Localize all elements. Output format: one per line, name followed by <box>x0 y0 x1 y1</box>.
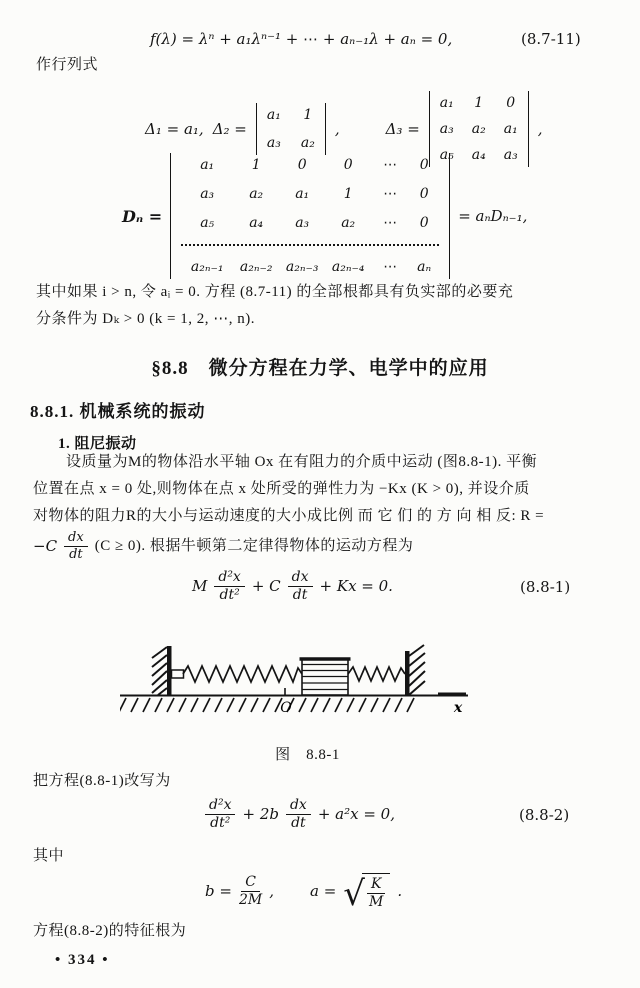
matrix-cell: 0 <box>343 157 353 173</box>
matrix-cell: 1 <box>343 186 353 202</box>
fraction-denominator: 2M <box>238 891 263 908</box>
paragraph-line: 位置在点 x = 0 处,则物体在点 x 处所受的弹性力为 −Kx (K > 0), 并设介质 <box>33 481 530 497</box>
right-wall-hatch <box>409 645 425 695</box>
matrix-cell: a₃ <box>295 215 310 231</box>
matrix-cell: a₂ₙ₋₃ <box>285 259 319 275</box>
x-axis-label: x <box>453 700 463 716</box>
delta3-lhs: Δ₃ = <box>385 120 420 138</box>
paragraph-line-with-fraction <box>33 528 413 564</box>
paragraph-line: 分条件为 Dₖ > 0 (k = 1, 2, ⋯, n). <box>36 311 255 327</box>
matrix-cell: 0 <box>297 157 307 173</box>
dn-rhs: = aₙDₙ₋₁, <box>458 207 528 225</box>
equation-7-11: f(λ) = λⁿ + a₁λⁿ⁻¹ + ⋯ + aₙ₋₁λ + aₙ = 0, <box>150 30 453 48</box>
make-determinant-line: 作行列式 <box>36 57 99 73</box>
math-term: M <box>192 577 208 595</box>
fraction <box>214 570 244 602</box>
matrix-cell: a₃ <box>200 186 215 202</box>
fraction <box>288 570 313 602</box>
list-item-heading: 1. 阻尼振动 <box>58 436 137 452</box>
matrix-cell: a₂ <box>249 186 264 202</box>
matrix-cell: a₂ₙ₋₄ <box>331 259 365 275</box>
inline-math: −C <box>33 537 58 555</box>
radicand <box>362 873 390 909</box>
inline-fraction <box>64 531 88 561</box>
matrix-cell: a₁ <box>266 107 281 123</box>
sqrt-expression <box>343 873 390 915</box>
fraction-numerator: dx <box>286 798 311 815</box>
matrix-cell: a₂ₙ₋₁ <box>190 259 224 275</box>
matrix-cell: a₂ <box>471 121 486 137</box>
matrix-cell: a₂ₙ₋₂ <box>239 259 273 275</box>
dn-determinant-row <box>122 155 527 277</box>
equation-8-8-1 <box>192 566 393 606</box>
fraction-numerator: K <box>367 877 385 894</box>
math-term: + a²x = 0, <box>317 805 395 823</box>
fraction-numerator: d²x <box>205 798 235 815</box>
matrix-cell: a₁ <box>503 121 518 137</box>
paragraph-line: 其中 <box>33 848 65 864</box>
spring-anchor-connector <box>172 670 184 678</box>
math-term: + Kx = 0. <box>319 577 393 595</box>
matrix-cell: a₁ <box>439 95 454 111</box>
determinant-ellipsis-row <box>181 244 439 246</box>
paragraph-line: 其中如果 i > n, 令 aᵢ = 0. 方程 (8.7-11) 的全部根都具有负实部的必要充 <box>36 284 514 300</box>
fraction <box>286 798 311 830</box>
matrix-cell: 0 <box>419 215 429 231</box>
right-spring <box>348 667 405 681</box>
radical-sign: √ <box>343 874 365 915</box>
math-term: . <box>397 882 403 900</box>
equation-label-7-11: (8.7-11) <box>521 30 581 48</box>
matrix-cell: 1 <box>474 95 484 111</box>
matrix-cell: ⋯ <box>383 215 398 231</box>
matrix-cell: ⋯ <box>383 186 398 202</box>
matrix-cell: a₃ <box>266 135 281 151</box>
fraction <box>367 877 385 909</box>
section-title: §8.8 微分方程在力学、电学中的应用 <box>151 358 489 379</box>
fraction-numerator: dx <box>64 531 88 547</box>
matrix-cell: aₙ <box>417 259 432 275</box>
paragraph-line: 设质量为M的物体沿水平轴 Ox 在有阻力的介质中运动 (图8.8-1). 平衡 <box>66 454 538 470</box>
section-subtitle: 8.8.1. 机械系统的振动 <box>30 402 206 421</box>
matrix-cell: a₂ <box>341 215 356 231</box>
matrix-cell: a₁ <box>200 157 215 173</box>
fraction-numerator: C <box>241 875 260 892</box>
math-term: b = <box>205 882 232 900</box>
delta2-determinant <box>256 103 326 155</box>
left-spring <box>183 666 302 682</box>
equation-label-8-8-2: (8.8-2) <box>519 806 570 824</box>
matrix-cell: ⋯ <box>383 259 398 275</box>
fraction-denominator: dt <box>292 586 308 603</box>
delta2-comma: , <box>334 120 340 138</box>
figure-caption: 图 8.8-1 <box>275 747 340 763</box>
matrix-cell: 0 <box>506 95 516 111</box>
math-term: a = <box>309 882 337 900</box>
matrix-cell: 1 <box>303 107 313 123</box>
math-term: + 2b <box>242 805 279 823</box>
right-wall-post <box>405 651 410 695</box>
matrix-cell: 1 <box>251 157 261 173</box>
paragraph-line: (C ≥ 0). 根据牛顿第二定律得物体的运动方程为 <box>94 537 414 554</box>
matrix-cell: a₅ <box>200 215 215 231</box>
fraction-denominator: dt² <box>219 586 240 603</box>
fraction <box>239 875 262 907</box>
fraction-denominator: dt <box>69 546 83 562</box>
dn-determinant <box>170 153 450 279</box>
matrix-cell: 0 <box>419 186 429 202</box>
figure-spring-mass-system <box>120 642 470 720</box>
fraction-numerator: d²x <box>214 570 244 587</box>
coefficient-definitions <box>205 868 402 914</box>
page-number: • 334 • <box>55 952 110 968</box>
equation-label-8-8-1: (8.8-1) <box>520 578 571 596</box>
origin-label: O <box>280 700 292 716</box>
delta1-expression: Δ₁ = a₁, <box>145 120 204 138</box>
matrix-cell: a₁ <box>295 186 310 202</box>
matrix-cell: ⋯ <box>383 157 398 173</box>
matrix-cell: 0 <box>419 157 429 173</box>
delta3-comma: , <box>537 120 543 138</box>
matrix-cell: a₂ <box>300 135 315 151</box>
paragraph-line: 对物体的阻力R的大小与运动速度的大小成比例 而 它 们 的 方 向 相 反: R = <box>33 508 545 524</box>
fraction-denominator: dt² <box>210 814 231 831</box>
matrix-cell: a₃ <box>439 121 454 137</box>
equation-8-8-2 <box>205 794 395 834</box>
matrix-cell: a₃ <box>503 147 518 163</box>
left-wall-hatch <box>152 647 167 695</box>
fraction-denominator: M <box>369 893 384 910</box>
fraction <box>205 798 235 830</box>
paragraph-line: 把方程(8.8-1)改写为 <box>33 773 171 789</box>
matrix-cell: a₄ <box>471 147 486 163</box>
fraction-denominator: dt <box>291 814 306 831</box>
paragraph-line: 方程(8.8-2)的特征根为 <box>33 923 187 939</box>
matrix-cell: a₅ <box>439 147 454 163</box>
math-term: , <box>269 882 274 900</box>
dn-lhs: Dₙ = <box>122 206 163 226</box>
fraction-numerator: dx <box>288 570 313 587</box>
ground-hatch <box>120 698 414 712</box>
math-term: + C <box>251 577 281 595</box>
matrix-cell: a₄ <box>249 215 264 231</box>
delta2-lhs: Δ₂ = <box>212 120 247 138</box>
